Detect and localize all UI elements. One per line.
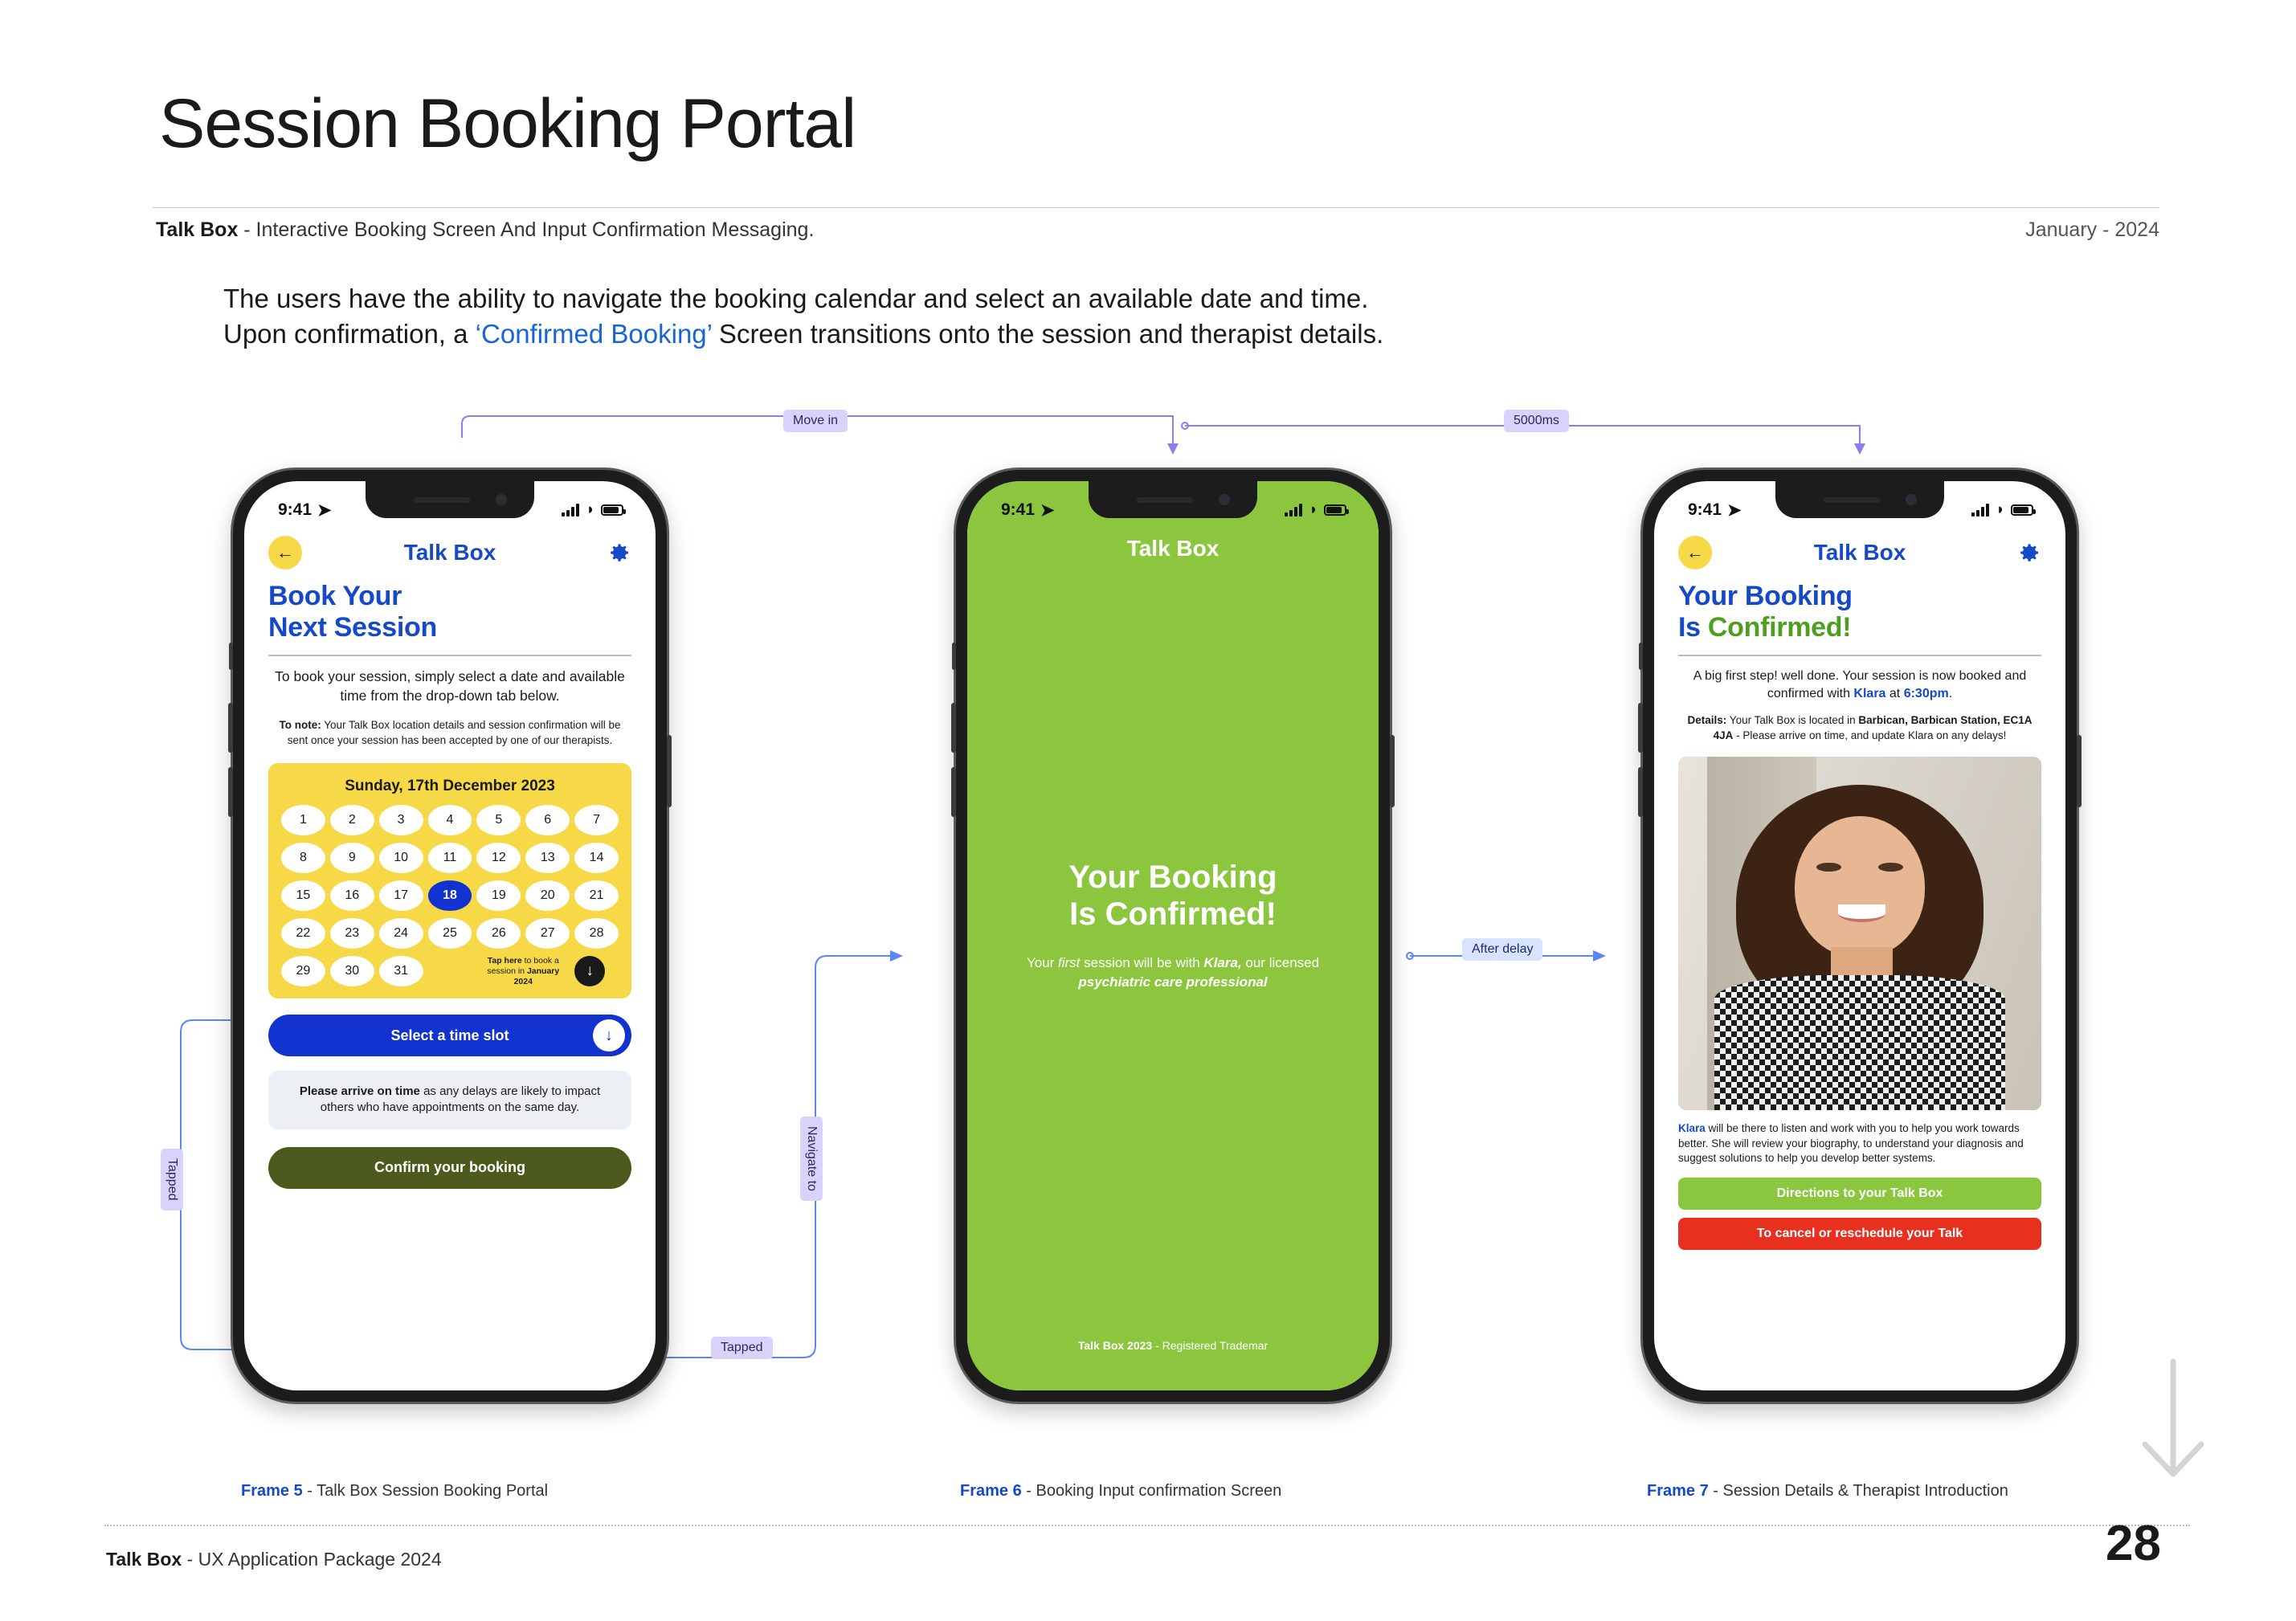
- notch: [1775, 481, 1944, 518]
- frame7-heading-confirmed: Confirmed!: [1707, 612, 1852, 643]
- calendar-day[interactable]: 16: [330, 880, 374, 911]
- frame6-sub-post: our licensed: [1241, 955, 1320, 970]
- frame7-details: [1678, 713, 2041, 743]
- confirm-booking-button[interactable]: Confirm your booking: [268, 1147, 631, 1189]
- frame6-sub-italic: first: [1058, 955, 1081, 970]
- calendar-day[interactable]: 25: [428, 918, 472, 949]
- calendar-day[interactable]: 29: [281, 956, 325, 986]
- calendar-day[interactable]: 19: [476, 880, 521, 911]
- calendar-day[interactable]: 23: [330, 918, 374, 949]
- header-date: January - 2024: [2025, 218, 2159, 241]
- page-number: 28: [2106, 1516, 2161, 1571]
- frame5-caption-label: Frame 5: [241, 1482, 303, 1500]
- signal-icon: [562, 504, 581, 517]
- intro-paragraph: [223, 281, 2071, 351]
- arrow-down-icon[interactable]: ↓: [574, 956, 605, 986]
- arrive-strong: Please arrive on time: [299, 1084, 420, 1099]
- calendar-day[interactable]: 1: [281, 805, 325, 835]
- frame5-screen: [244, 481, 656, 1390]
- flow-tag-tapped-bottom: Tapped: [711, 1337, 773, 1359]
- frame5-heading-line1: Book Your: [268, 581, 402, 611]
- location-arrow-icon: ➤: [1040, 500, 1055, 520]
- frame7-caption-label: Frame 7: [1647, 1482, 1709, 1500]
- frame7-caption-text: - Session Details & Therapist Introduction: [1708, 1482, 2008, 1500]
- calendar-day[interactable]: 3: [379, 805, 423, 835]
- frame7-details-post: - Please arrive on time, and update Klara on any delays!: [1733, 729, 2007, 741]
- signal-icon: [1971, 504, 1991, 517]
- select-time-slot-label: Select a time slot: [390, 1027, 509, 1043]
- select-time-slot-button[interactable]: [268, 1015, 631, 1056]
- phone-frame-7: [1643, 470, 2077, 1402]
- battery-icon: [2011, 504, 2033, 516]
- calendar-hint-strong: Tap here: [487, 955, 522, 966]
- frame7-body-name: Klara: [1853, 686, 1886, 700]
- calendar-day[interactable]: 27: [525, 918, 570, 949]
- footer-divider: [104, 1525, 2190, 1526]
- footer-text: [106, 1549, 442, 1570]
- frame5-body: To book your session, simply select a date and available time from the drop-down tab below.: [275, 668, 625, 704]
- frame6-caption-label: Frame 6: [960, 1482, 1022, 1500]
- frame6-sub-pre: Your: [1026, 955, 1059, 970]
- status-time: 9:41: [1001, 500, 1036, 519]
- intro-line2-pre: Upon confirmation, a: [223, 318, 476, 349]
- calendar-day[interactable]: 24: [379, 918, 423, 949]
- calendar-day[interactable]: 28: [574, 918, 619, 949]
- calendar-day[interactable]: 31: [379, 956, 423, 986]
- calendar-day[interactable]: 21: [574, 880, 619, 911]
- header-divider: [153, 207, 2159, 208]
- calendar-day[interactable]: 15: [281, 880, 325, 911]
- scroll-down-arrow-icon: [2137, 1358, 2209, 1494]
- frame7-body-pre: A big first step! well done. Your session is now booked and confirmed with: [1693, 669, 2027, 700]
- flow-tag-after-delay: After delay: [1462, 938, 1542, 961]
- calendar-title: Sunday, 17th December 2023: [345, 777, 555, 794]
- frame7-body-mid: at: [1885, 686, 1904, 700]
- footer-brand: Talk Box: [106, 1549, 182, 1570]
- frame6-caption-text: - Booking Input confirmation Screen: [1021, 1482, 1282, 1500]
- notch: [366, 481, 534, 518]
- flow-tag-tapped-left: Tapped: [161, 1149, 183, 1211]
- frame6-sub-mid: session will be with: [1080, 955, 1204, 970]
- footer-label: - UX Application Package 2024: [182, 1549, 442, 1570]
- divider: [268, 655, 631, 656]
- header-subtitle-text: - Interactive Booking Screen And Input Confirmation Messaging.: [238, 218, 815, 241]
- calendar-day[interactable]: 10: [379, 843, 423, 873]
- calendar-day[interactable]: 14: [574, 843, 619, 873]
- frame6-subtext: [967, 953, 1379, 992]
- frame7-appbar: [1654, 528, 2065, 578]
- calendar-day[interactable]: 5: [476, 805, 521, 835]
- notch: [1089, 481, 1257, 518]
- frame6-confirmation-block: [967, 859, 1379, 992]
- intro-line2-post: Screen transitions onto the session and therapist details.: [711, 318, 1384, 349]
- header-brand: Talk Box: [156, 218, 239, 241]
- frame6-footer: [967, 1339, 1379, 1352]
- calendar-day-selected[interactable]: 18: [428, 880, 472, 911]
- calendar-day[interactable]: 4: [428, 805, 472, 835]
- calendar-day[interactable]: 9: [330, 843, 374, 873]
- frame6-footer-rest: - Registered Trademar: [1152, 1339, 1269, 1352]
- flow-tag-move-in: Move in: [783, 410, 848, 432]
- frame7-details-location: Barbican, Barbican Station, EC1A 4JA: [1713, 714, 2032, 741]
- frame6-footer-strong: Talk Box 2023: [1077, 1339, 1153, 1352]
- frame7-bio-name: Klara: [1678, 1121, 1706, 1134]
- calendar-day[interactable]: 22: [281, 918, 325, 949]
- chevron-down-icon[interactable]: ↓: [593, 1019, 625, 1051]
- intro-line-1: The users have the ability to navigate the booking calendar and select an available date and time.: [223, 284, 1369, 313]
- calendar-day[interactable]: 26: [476, 918, 521, 949]
- page-title: Session Booking Portal: [159, 85, 856, 162]
- calendar-day[interactable]: 11: [428, 843, 472, 873]
- calendar-day[interactable]: 8: [281, 843, 325, 873]
- frame7-content: [1654, 581, 2065, 1390]
- wifi-icon: ◗: [586, 501, 595, 518]
- calendar-hint-month: January 2024: [513, 966, 560, 986]
- calendar-day[interactable]: 20: [525, 880, 570, 911]
- cancel-reschedule-button[interactable]: To cancel or reschedule your Talk: [1678, 1218, 2041, 1250]
- divider: [1678, 655, 2041, 656]
- frame7-app-title: Talk Box: [1813, 540, 1906, 565]
- status-time: 9:41: [1688, 500, 1722, 519]
- frame7-bio-text: will be there to listen and work with you to help you work towards better. She will review your biography, to understand your diagnosis and suggest solutions to help you develop better systems.: [1678, 1121, 2024, 1165]
- calendar-day[interactable]: 17: [379, 880, 423, 911]
- battery-icon: [601, 504, 623, 516]
- back-button[interactable]: ←: [1678, 536, 1712, 570]
- frame6-sub-role: psychiatric care professional: [1078, 974, 1268, 990]
- frame6-screen: [967, 481, 1379, 1390]
- frame7-details-pre: Your Talk Box is located in: [1726, 714, 1859, 727]
- frame6-headline-line1: Your Booking: [1068, 859, 1277, 895]
- frame7-details-label: Details:: [1687, 714, 1727, 727]
- calendar-hint-rest: to book a session in: [487, 955, 559, 976]
- location-arrow-icon: ➤: [317, 500, 332, 520]
- flow-tag-navigate-to: Navigate to: [800, 1117, 823, 1201]
- calendar-day[interactable]: 13: [525, 843, 570, 873]
- frame6-sub-name: Klara,: [1203, 955, 1242, 970]
- phone-frame-6: [956, 470, 1390, 1402]
- calendar-hint: [476, 956, 570, 987]
- frame5-caption: [241, 1482, 548, 1501]
- flow-tag-5000ms: 5000ms: [1504, 410, 1569, 432]
- arrive-rest: as any delays are likely to impact others who have appointments on the same day.: [320, 1084, 601, 1115]
- calendar-grid[interactable]: [281, 805, 619, 987]
- frame5-appbar: [244, 528, 656, 578]
- frame6-green-background: [967, 481, 1379, 1390]
- status-time: 9:41: [278, 500, 313, 519]
- arrive-on-time-notice: [268, 1071, 631, 1129]
- calendar-day[interactable]: 12: [476, 843, 521, 873]
- frame7-caption: [1647, 1482, 2008, 1501]
- calendar-day[interactable]: 7: [574, 805, 619, 835]
- frame5-note: [268, 718, 631, 748]
- wifi-icon: ◗: [1996, 501, 2005, 518]
- frame5-heading: [268, 581, 631, 643]
- calendar-day[interactable]: 2: [330, 805, 374, 835]
- frame7-body: [1678, 668, 2041, 702]
- frame6-app-title: Talk Box: [1126, 536, 1219, 561]
- intro-highlight: ‘Confirmed Booking’: [475, 318, 712, 349]
- frame5-note-text: Your Talk Box location details and session confirmation will be sent once your session has been accepted by one of our therapists.: [287, 719, 621, 747]
- phone-frame-5: [233, 470, 667, 1402]
- frame7-body-time: 6:30pm: [1903, 686, 1949, 700]
- gear-icon[interactable]: [2016, 540, 2041, 566]
- gear-icon[interactable]: [606, 540, 631, 566]
- frame7-heading: [1678, 581, 2041, 643]
- intro-line-2: [223, 316, 2071, 352]
- frame7-heading-line1: Your Booking: [1678, 581, 1853, 611]
- frame5-caption-text: - Talk Box Session Booking Portal: [302, 1482, 549, 1500]
- directions-button[interactable]: Directions to your Talk Box: [1678, 1178, 2041, 1210]
- location-arrow-icon: ➤: [1727, 500, 1742, 520]
- frame6-caption: [960, 1482, 1281, 1501]
- back-button[interactable]: ←: [268, 536, 302, 570]
- frame7-heading-line2-pre: Is: [1678, 612, 1708, 643]
- header-subtitle: [156, 218, 814, 242]
- calendar-day-empty: [428, 956, 472, 986]
- frame5-app-title: Talk Box: [403, 540, 496, 565]
- frame6-headline-line2: Is Confirmed!: [1069, 896, 1277, 932]
- frame7-bio: [1678, 1121, 2041, 1167]
- calendar-day[interactable]: 6: [525, 805, 570, 835]
- frame5-heading-line2: Next Session: [268, 612, 437, 643]
- therapist-photo: [1678, 757, 2041, 1110]
- frame7-heading-line2: [1678, 612, 2041, 643]
- frame5-note-label: To note:: [279, 719, 321, 732]
- signal-icon: [1285, 504, 1304, 517]
- frame5-content: [244, 581, 656, 1390]
- battery-icon: [1324, 504, 1346, 516]
- calendar-day[interactable]: 30: [330, 956, 374, 986]
- calendar[interactable]: [268, 763, 631, 998]
- wifi-icon: ◗: [1309, 501, 1318, 518]
- frame7-screen: [1654, 481, 2065, 1390]
- frame7-body-post: .: [1948, 686, 1953, 700]
